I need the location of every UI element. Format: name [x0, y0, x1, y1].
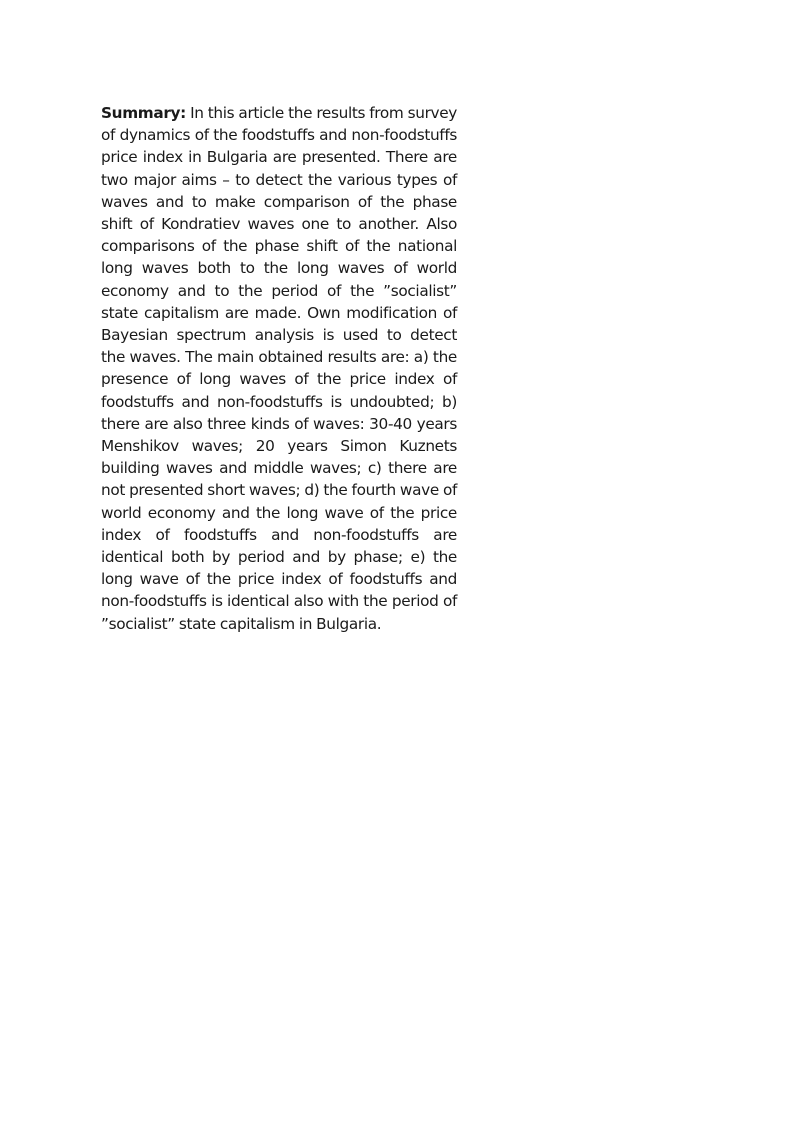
summary-paragraph: [101, 102, 457, 635]
summary-label: Summary:: [101, 104, 186, 122]
summary-text: In this article the results from survey of dynamics of the foodstuffs and non-foodstuffs price index in Bulgaria are presented. There are two major aims – to detect the various types of waves and to make comparison of the phase shift of Kondratiev waves one to another. Also comparisons of the phase shift of the national long waves both to the long waves of world economy and to the period of the ”socialist” state capitalism are made. Own modification of Bayesian spectrum analysis is used to detect the waves. The main obtained results are: a) the presence of long waves of the price index of foodstuffs and non-foodstuffs is undoubted; b) there are also three kinds of waves: 30-40 years Menshikov waves; 20 years Simon Kuznets building waves and middle waves; c) there are not presented short waves; d) the fourth wave of world economy and the long wave of the price index of foodstuffs and non-foodstuffs are identical both by period and by phase; e) the long wave of the price index of foodstuffs and non-foodstuffs is identical also with the period of ”socialist” state capitalism in Bulgaria.: [101, 104, 457, 633]
